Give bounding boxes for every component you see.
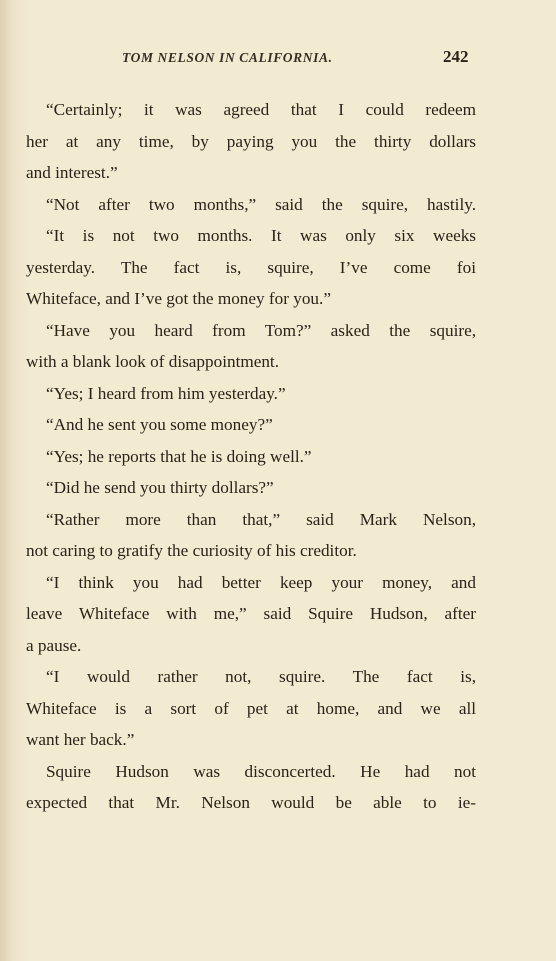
text-line: “Did he send you thirty dollars?” — [46, 478, 274, 497]
text-line: “And he sent you some money?” — [46, 415, 273, 434]
text-line: her at any time, by paying you the thirty dollars — [26, 131, 476, 151]
text-line: yesterday. The fact is, squire, I’ve come foi — [26, 257, 476, 277]
text-line: “Have you heard from Tom?” asked the squire, — [46, 320, 476, 340]
page-number: 242 — [443, 47, 469, 66]
text-line: “Yes; he reports that he is doing well.” — [46, 446, 312, 466]
running-head — [0, 47, 556, 74]
text-line: expected that Mr. Nelson would be able to ie- — [26, 793, 476, 812]
text-line: a pause. — [26, 635, 82, 655]
text-line: “Not after two months,” said the squire, hastily. — [46, 194, 476, 214]
text-line: “Certainly; it was agreed that I could redeem — [46, 100, 476, 119]
text-line: leave Whiteface with me,” said Squire Hudson, after — [26, 604, 476, 623]
running-title: TOM NELSON IN CALIFORNIA. — [122, 50, 333, 65]
body-text — [26, 94, 476, 819]
text-line: “Rather more than that,” said Mark Nelson, — [46, 509, 476, 529]
text-line: Squire Hudson was disconcerted. He had not — [46, 761, 476, 781]
text-line: not caring to gratify the curiosity of his creditor. — [26, 541, 357, 560]
text-line: and interest.” — [26, 163, 118, 182]
text-line: with a blank look of disappointment. — [26, 352, 280, 371]
text-line: “Yes; I heard from him yesterday.” — [46, 383, 286, 403]
text-line: want her back.” — [26, 730, 135, 749]
text-line: Whiteface is a sort of pet at home, and we all — [26, 698, 476, 718]
text-line: Whiteface, and I’ve got the money for you.” — [26, 289, 331, 308]
text-line: “It is not two months. It was only six weeks — [46, 226, 476, 245]
text-line: “I think you had better keep your money, and — [46, 572, 476, 592]
text-line: “I would rather not, squire. The fact is, — [46, 667, 476, 686]
